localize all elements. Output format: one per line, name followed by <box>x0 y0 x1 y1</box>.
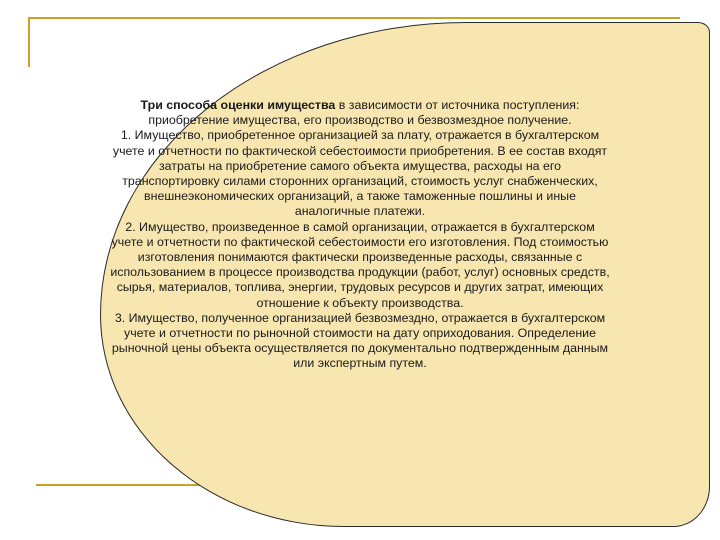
top-accent-line <box>28 17 680 19</box>
content-text <box>110 98 610 458</box>
paragraph-2: 2. Имущество, произведенное в самой организации, отражается в бухгалтерском учете и отчетности по фактической себестоимости его изготовления. Под стоимостью изготовления понимаются фактически произведенные расходы, связанные с использованием в процессе производства продукции (работ, услуг) основных средств, сырья, материалов, топлива, энергии, трудовых ресурсов и других затрат, имеющих отношение к объекту производства. <box>110 219 610 310</box>
paragraph-1: 1. Имущество, приобретенное организацией за плату, отражается в бухгалтерском учете и отчетности по фактической себестоимости приобретения. В ее состав входят затраты на приобретение самого объекта имущества, расходы на его транспортировку силами сторонних организаций, стоимость услуг снабженческих, внешнеэкономических организаций, а также таможенные пошлины и иные аналогичные платежи. <box>112 128 608 219</box>
heading-rest: в зависимости от источника поступления: приобретение имущества, его производство и безвозмездное получение. <box>148 98 580 128</box>
left-accent-line <box>28 17 30 67</box>
heading-bold: Три способа оценки имущества <box>140 98 336 112</box>
intro-paragraph <box>110 98 610 128</box>
paragraph-3: 3. Имущество, полученное организацией безвозмездно, отражается в бухгалтерском учете и отчетности по рыночной стоимости на дату оприходования. Определение рыночной цены объекта осуществляется по документально подтвержденным данным или экспертным путем. <box>111 310 609 371</box>
